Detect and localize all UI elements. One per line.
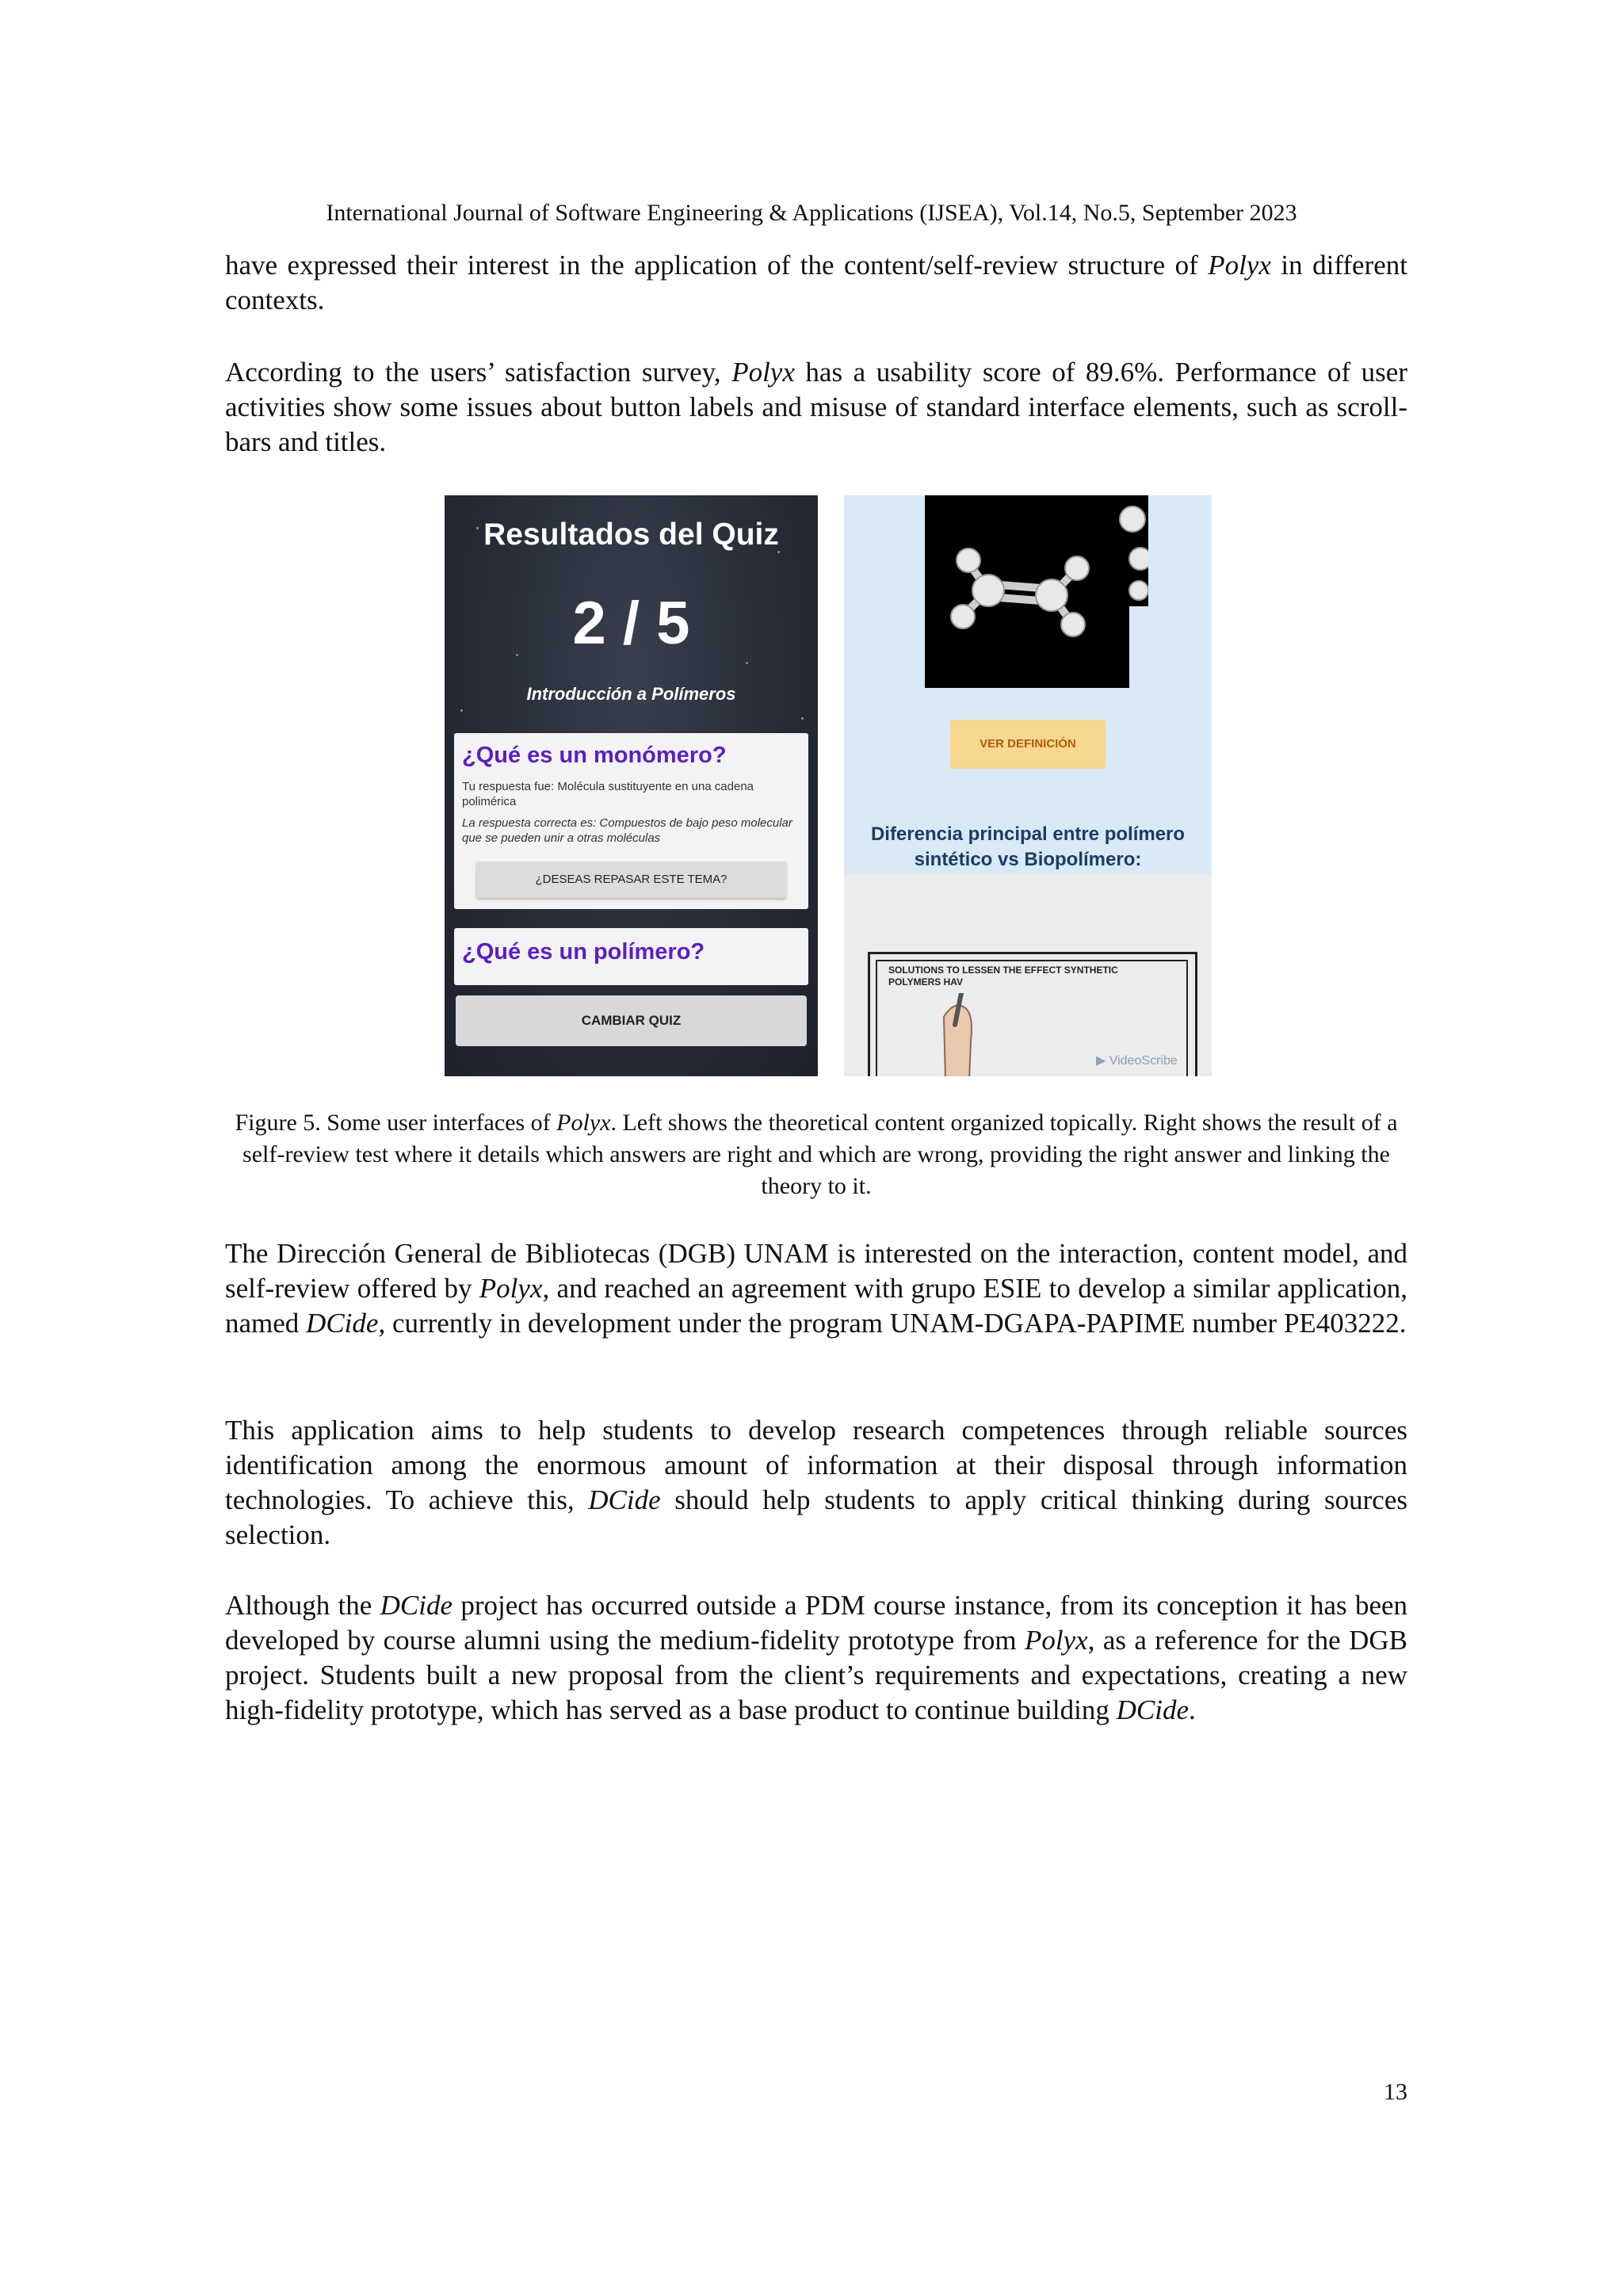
polyx-italic: Polyx (1025, 1625, 1088, 1656)
page-number: 13 (1384, 2079, 1407, 2105)
paragraph-4 (225, 1413, 1407, 1553)
review-topic-button[interactable]: ¿DESEAS REPASAR ESTE TEMA? (476, 861, 786, 898)
paragraph-1 (225, 248, 1407, 318)
paragraph-5 (225, 1588, 1407, 1728)
dcide-italic: DCide (306, 1308, 379, 1339)
figure-right-theory-screenshot (844, 495, 1212, 1076)
journal-header: International Journal of Software Engineering & Applications (IJSEA), Vol.14, No.5, September 2023 (326, 200, 1297, 226)
paragraph-2 (225, 355, 1407, 460)
figure-caption (225, 1107, 1407, 1202)
polyx-italic: Polyx (731, 357, 795, 388)
text-run: , currently in development under the program UNAM-DGAPA-PAPIME number PE403222. (378, 1308, 1407, 1339)
quiz-topic: Introducción a Polímeros (526, 684, 736, 704)
text-run: . Left shows the theoretical content organized topically. Right shows the result of a self-review test where it details which answers are right and which are wrong, providing the right answer and linking the theory to it. (242, 1110, 1398, 1199)
text-run: , as a reference for the DGB project. Students built a new proposal from the client’s requirements and expectations, creating a new high-fidelity prototype, which has served as a base product to continue building (225, 1625, 1407, 1725)
dcide-italic: DCide (588, 1484, 661, 1515)
watermark-text: VideoScribe (1109, 1054, 1178, 1068)
correct-answer: La respuesta correcta es: Compuestos de bajo peso molecular que se pueden unir a otras moléculas (462, 816, 792, 845)
text-run: Although the (225, 1590, 380, 1621)
play-icon: ▶ (1096, 1054, 1106, 1068)
text-run: The Dirección General de Bibliotecas (DGB) UNAM is interested on the interaction, content model, and self-review offered by (225, 1238, 1407, 1304)
molecule-icon (925, 495, 1129, 688)
videoscribe-watermark (1096, 1052, 1178, 1068)
star-dot (460, 709, 463, 712)
user-answer: Tu respuesta fue: Molécula sustituyente en una cadena polimérica (462, 780, 754, 808)
question-card (454, 733, 808, 909)
quiz-results-title: Resultados del Quiz (483, 518, 779, 552)
text-run: This application aims to help students to develop research competences through reliable sources identification among the enormous amount of information at their disposal through information technologies. To achieve this, (225, 1415, 1407, 1515)
change-quiz-button[interactable]: CAMBIAR QUIZ (456, 995, 807, 1046)
text-run: . (1189, 1694, 1196, 1725)
difference-title: Diferencia principal entre polímero sintético vs Biopolímero: (870, 823, 1186, 870)
question-title: ¿Qué es un monómero? (462, 743, 727, 768)
text-run: Figure 5. Some user interfaces of (235, 1110, 557, 1136)
text-run: have expressed their interest in the application of the content/self-review structure of (225, 250, 1209, 281)
question-card (454, 928, 808, 985)
molecule-image-partial (1109, 495, 1148, 606)
text-run: project has occurred outside a PDM course instance, from its conception it has been developed by course alumni using the medium-fidelity prototype from (225, 1590, 1408, 1656)
question-title: ¿Qué es un polímero? (462, 939, 705, 965)
figure-left-quiz-screenshot (445, 495, 818, 1076)
text-run: has a usability score of 89.6%. Performance of user activities show some issues about button labels and misuse of standard interface elements, such as scroll-bars and titles. (225, 357, 1407, 457)
molecule-icon (1109, 495, 1148, 606)
molecule-image (925, 495, 1129, 688)
star-dot (801, 717, 804, 720)
quiz-score: 2 / 5 (572, 590, 690, 657)
view-definition-button[interactable]: VER DEFINICIÓN (950, 720, 1106, 769)
dcide-italic: DCide (380, 1590, 453, 1621)
polyx-italic: Polyx (479, 1273, 543, 1304)
text-run: , and reached an agreement with grupo ESIE to develop a similar application, named (225, 1273, 1407, 1339)
text-run: in different contexts. (225, 250, 1407, 315)
dcide-italic: DCide (1116, 1694, 1189, 1725)
polyx-italic: Polyx (1208, 250, 1271, 281)
hand-drawing-icon (938, 993, 977, 1076)
star-dot (746, 662, 748, 664)
paragraph-3 (225, 1236, 1407, 1341)
video-whiteboard-text: SOLUTIONS TO LESSEN THE EFFECT SYNTHETIC POLYMERS HAV (888, 965, 1118, 988)
polyx-italic: Polyx (556, 1110, 611, 1136)
text-run: should help students to apply critical thinking during sources selection. (225, 1484, 1407, 1550)
text-run: According to the users’ satisfaction survey, (225, 357, 732, 388)
